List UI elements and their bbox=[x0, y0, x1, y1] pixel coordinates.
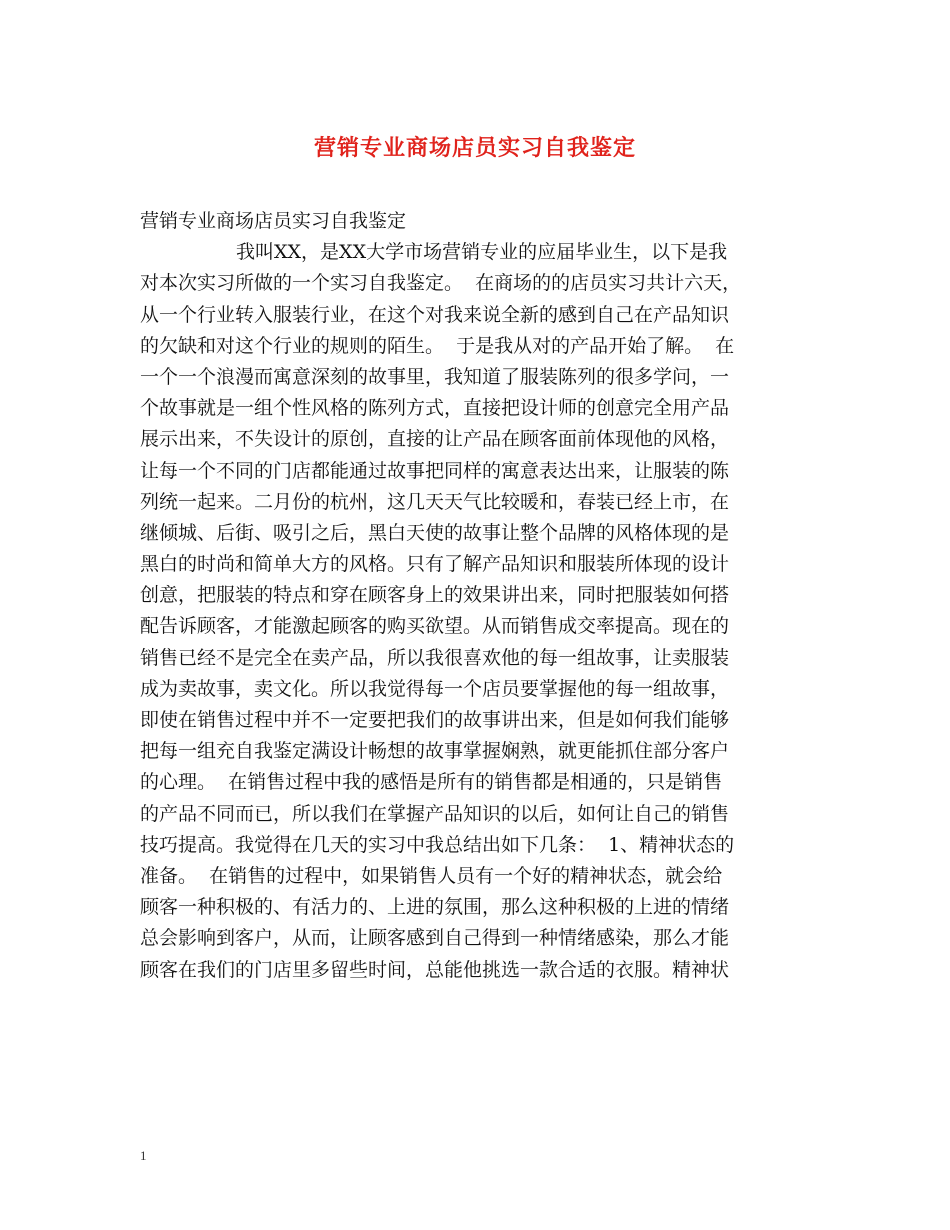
body-line: 的心理。 在销售过程中我的感悟是所有的销售都是相通的，只是销售 bbox=[140, 771, 723, 794]
document-body bbox=[140, 206, 820, 986]
body-line: 把每一组充自我鉴定满设计畅想的故事掌握娴熟，就更能抓住部分客户 bbox=[140, 740, 730, 763]
body-line: 从一个行业转入服装行业，在这个对我来说全新的感到自己在产品知识 bbox=[140, 303, 730, 326]
body-line: 顾客一种积极的、有活力的、上进的氛围，那么这种积极的上进的情绪 bbox=[140, 896, 730, 919]
body-line: 准备。 在销售的过程中，如果销售人员有一个好的精神状态，就会给 bbox=[140, 864, 723, 887]
body-line: 我叫XX，是XX大学市场营销专业的应届毕业生，以下是我 bbox=[236, 241, 728, 264]
body-line: 个故事就是一组个性风格的陈列方式，直接把设计师的创意完全用产品 bbox=[140, 397, 730, 420]
body-line: 创意，把服装的特点和穿在顾客身上的效果讲出来，同时把服装如何搭 bbox=[140, 584, 730, 607]
body-line: 的产品不同而已，所以我们在掌握产品知识的以后，如何让自己的销售 bbox=[140, 802, 730, 825]
body-line: 即使在销售过程中并不一定要把我们的故事讲出来，但是如何我们能够 bbox=[140, 709, 730, 731]
body-line: 黑白的时尚和简单大方的风格。只有了解产品知识和服装所体现的设计 bbox=[140, 553, 730, 576]
body-line: 让每一个不同的门店都能通过故事把同样的寓意表达出来，让服装的陈 bbox=[140, 459, 730, 482]
body-line: 总会影响到客户，从而，让顾客感到自己得到一种情绪感染，那么才能 bbox=[140, 927, 730, 950]
body-line: 展示出来，不失设计的原创，直接的让产品在顾客面前体现他的风格， bbox=[140, 428, 730, 451]
body-line: 营销专业商场店员实习自我鉴定 bbox=[140, 210, 407, 232]
body-line: 配告诉顾客，才能激起顾客的购买欲望。从而销售成交率提高。现在的 bbox=[140, 615, 730, 638]
body-line: 对本次实习所做的一个实习自我鉴定。 在商场的的店员实习共计六天， bbox=[140, 272, 742, 295]
document-title: 营销专业商场店员实习自我鉴定 bbox=[313, 135, 636, 161]
body-line: 技巧提高。我觉得在几天的实习中我总结出如下几条： 1、精神状态的 bbox=[140, 833, 735, 856]
body-line: 顾客在我们的门店里多留些时间，总能他挑选一款合适的衣服。精神状 bbox=[140, 958, 730, 981]
page-number: 1 bbox=[140, 1148, 147, 1163]
body-line: 销售已经不是完全在卖产品，所以我很喜欢他的每一组故事，让卖服装 bbox=[140, 646, 730, 669]
body-line: 成为卖故事，卖文化。所以我觉得每一个店员要掌握他的每一组故事， bbox=[140, 677, 730, 700]
body-line: 继倾城、后街、吸引之后，黑白天使的故事让整个品牌的风格体现的是 bbox=[140, 521, 730, 544]
body-line: 列统一起来。二月份的杭州，这几天天气比较暖和，春装已经上市，在 bbox=[140, 490, 730, 513]
body-line: 的欠缺和对这个行业的规则的陌生。 于是我从对的产品开始了解。 在 bbox=[140, 334, 735, 357]
body-line: 一个一个浪漫而寓意深刻的故事里，我知道了服装陈列的很多学问，一 bbox=[140, 365, 730, 388]
